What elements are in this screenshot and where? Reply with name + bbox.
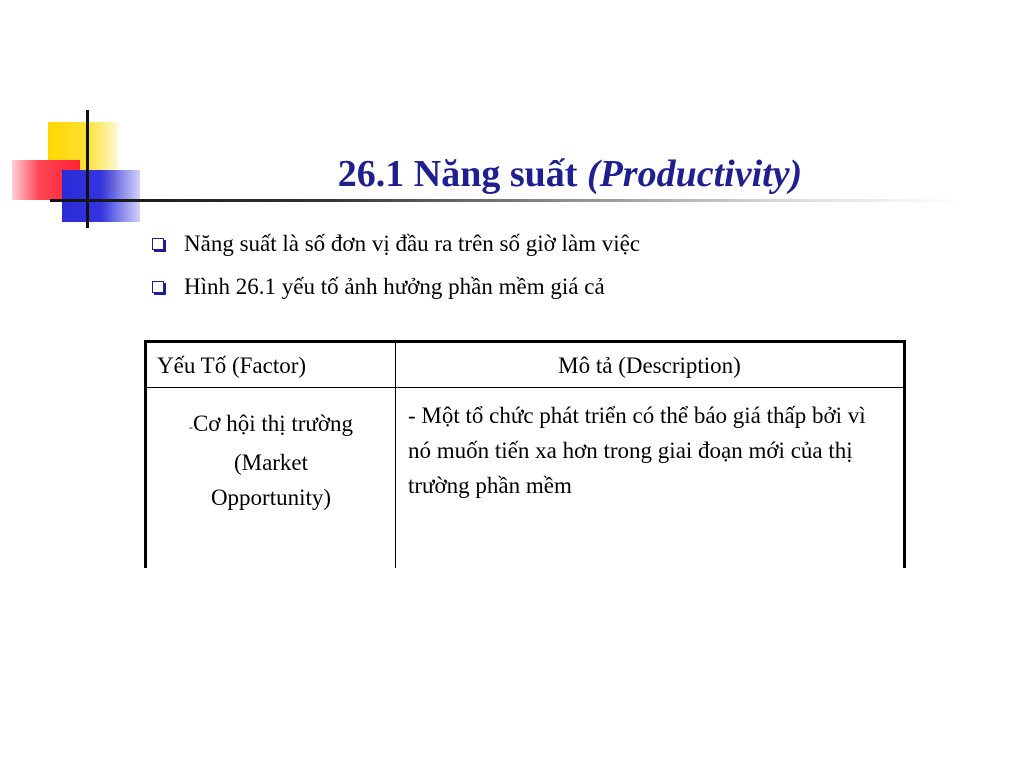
header-factor: Yếu Tố (Factor) xyxy=(146,342,396,388)
bullet-text: Hình 26.1 yếu tố ảnh hưởng phần mềm giá cả xyxy=(184,274,605,299)
factor-cell xyxy=(146,388,396,569)
logo-vertical-line xyxy=(86,110,89,228)
header-description: Mô tả (Description) xyxy=(396,342,905,388)
square-bullet-icon xyxy=(152,238,164,250)
factor-line: Opportunity) xyxy=(210,485,332,510)
description-cell: - Một tổ chức phát triển có thể báo giá thấp bởi vì nó muốn tiến xa hơn trong giai đoạn mới của thị trường phần mềm xyxy=(396,388,905,569)
factor-dash: - xyxy=(188,420,193,434)
bullet-item xyxy=(152,230,640,258)
factor-line: (Market xyxy=(233,450,309,475)
logo-blue-square xyxy=(62,170,140,222)
bullet-text: Năng suất là số đơn vị đầu ra trên số giờ làm việc xyxy=(184,231,641,256)
slide-title xyxy=(180,148,960,200)
title-italic-text: (Productivity) xyxy=(586,153,803,195)
square-bullet-icon xyxy=(152,281,164,293)
title-main-text: 26.1 Năng suất xyxy=(337,153,587,195)
table-row xyxy=(146,388,905,569)
bullet-item xyxy=(152,273,640,301)
bullet-list xyxy=(152,230,640,316)
factor-line: Cơ hội thị trường xyxy=(192,411,354,436)
factor-table xyxy=(144,340,906,568)
table-header-row xyxy=(146,342,905,388)
